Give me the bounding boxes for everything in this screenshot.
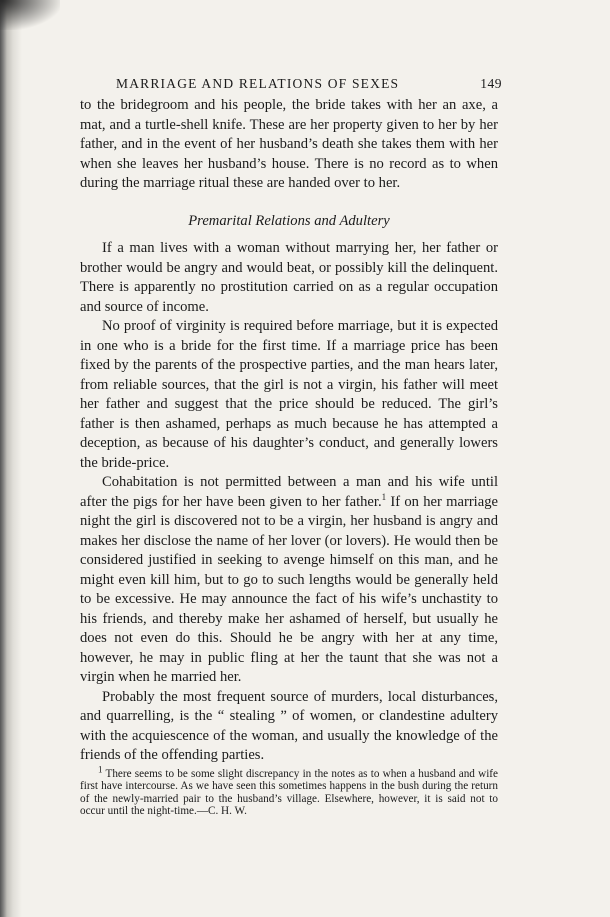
paragraph-premarital: If a man lives with a woman without marrying her, her father or brother would be angry and would beat, or possibly kill the delinquent. There is apparently no prostitution carried on as a regular occupation and source of income. xyxy=(80,240,498,315)
running-head xyxy=(80,72,502,96)
cohabitation-text-after-note: If on her marriage night the girl is discovered not to be a virgin, her husband is angry and makes her disclose the name of her lover (or lovers). He would then be considered justified in seeking to avenge himself on this man, and he might even kill him, but to go to such lengths would be generally held to be excessive. He may announce the fact of his wife’s unchastity to his friends, and thereby make her ashamed of herself, but usually he does not even do this. Should he be angry with her at any time, however, he may in public fling at her the taunt that she was not a virgin when he married her. xyxy=(80,493,498,685)
footnote-text: There seems to be some slight discrepancy in the notes as to when a husband and wife first have intercourse. As we have seen this sometimes happens in the bush during the return of the newly-married pair to the husband’s village. Elsewhere, however, it is said not to occur until the night-time.—C. H. W. xyxy=(80,767,498,818)
running-head-title: MARRIAGE AND RELATIONS OF SEXES xyxy=(116,76,400,91)
page-number: 149 xyxy=(480,76,502,91)
book-spine-shadow xyxy=(0,0,22,917)
book-page xyxy=(80,72,502,818)
paragraph-virginity: No proof of virginity is required before marriage, but it is expected in one who is a bride for the first time. If a marriage price has been fixed by the parents of the prospective parties, and the man hears later, from reliable sources, that the girl is not a virgin, his father will meet her father and suggest that the price should be reduced. The girl’s father is then ashamed, perhaps as much because he has attempted a deception, as because of his daughter’s conduct, and generally lowers the bride-price. xyxy=(80,318,498,471)
section-heading: Premarital Relations and Adultery xyxy=(188,212,390,229)
footnote-mark: 1 xyxy=(98,763,103,774)
footnotes xyxy=(80,763,498,818)
paragraph-continuation: to the bridegroom and his people, the bride takes with her an axe, a mat, and a turtle-shell knife. These are her property given to her by her father, and in the event of her husband’s death she takes them with her when she leaves her husband’s house. There is no record as to when during the marriage ritual these are handed over to her. xyxy=(80,97,498,191)
cohabitation-text-before-note: Cohabitation is not permitted between a man and his wife until after the pigs for her have been given to her father. xyxy=(80,474,498,510)
footnote-reference: 1 xyxy=(381,491,387,502)
paragraph-cohabitation xyxy=(80,473,498,688)
footnote xyxy=(80,763,498,818)
body-text xyxy=(80,96,498,766)
paragraph-stealing-women: Probably the most frequent source of murders, local disturbances, and quarrelling, is the “ stealing ” of women, or clandestine adultery with the acquiescence of the woman, and usually the knowledge of the friends of the offending parties. xyxy=(80,688,498,763)
corner-shadow xyxy=(0,0,60,30)
